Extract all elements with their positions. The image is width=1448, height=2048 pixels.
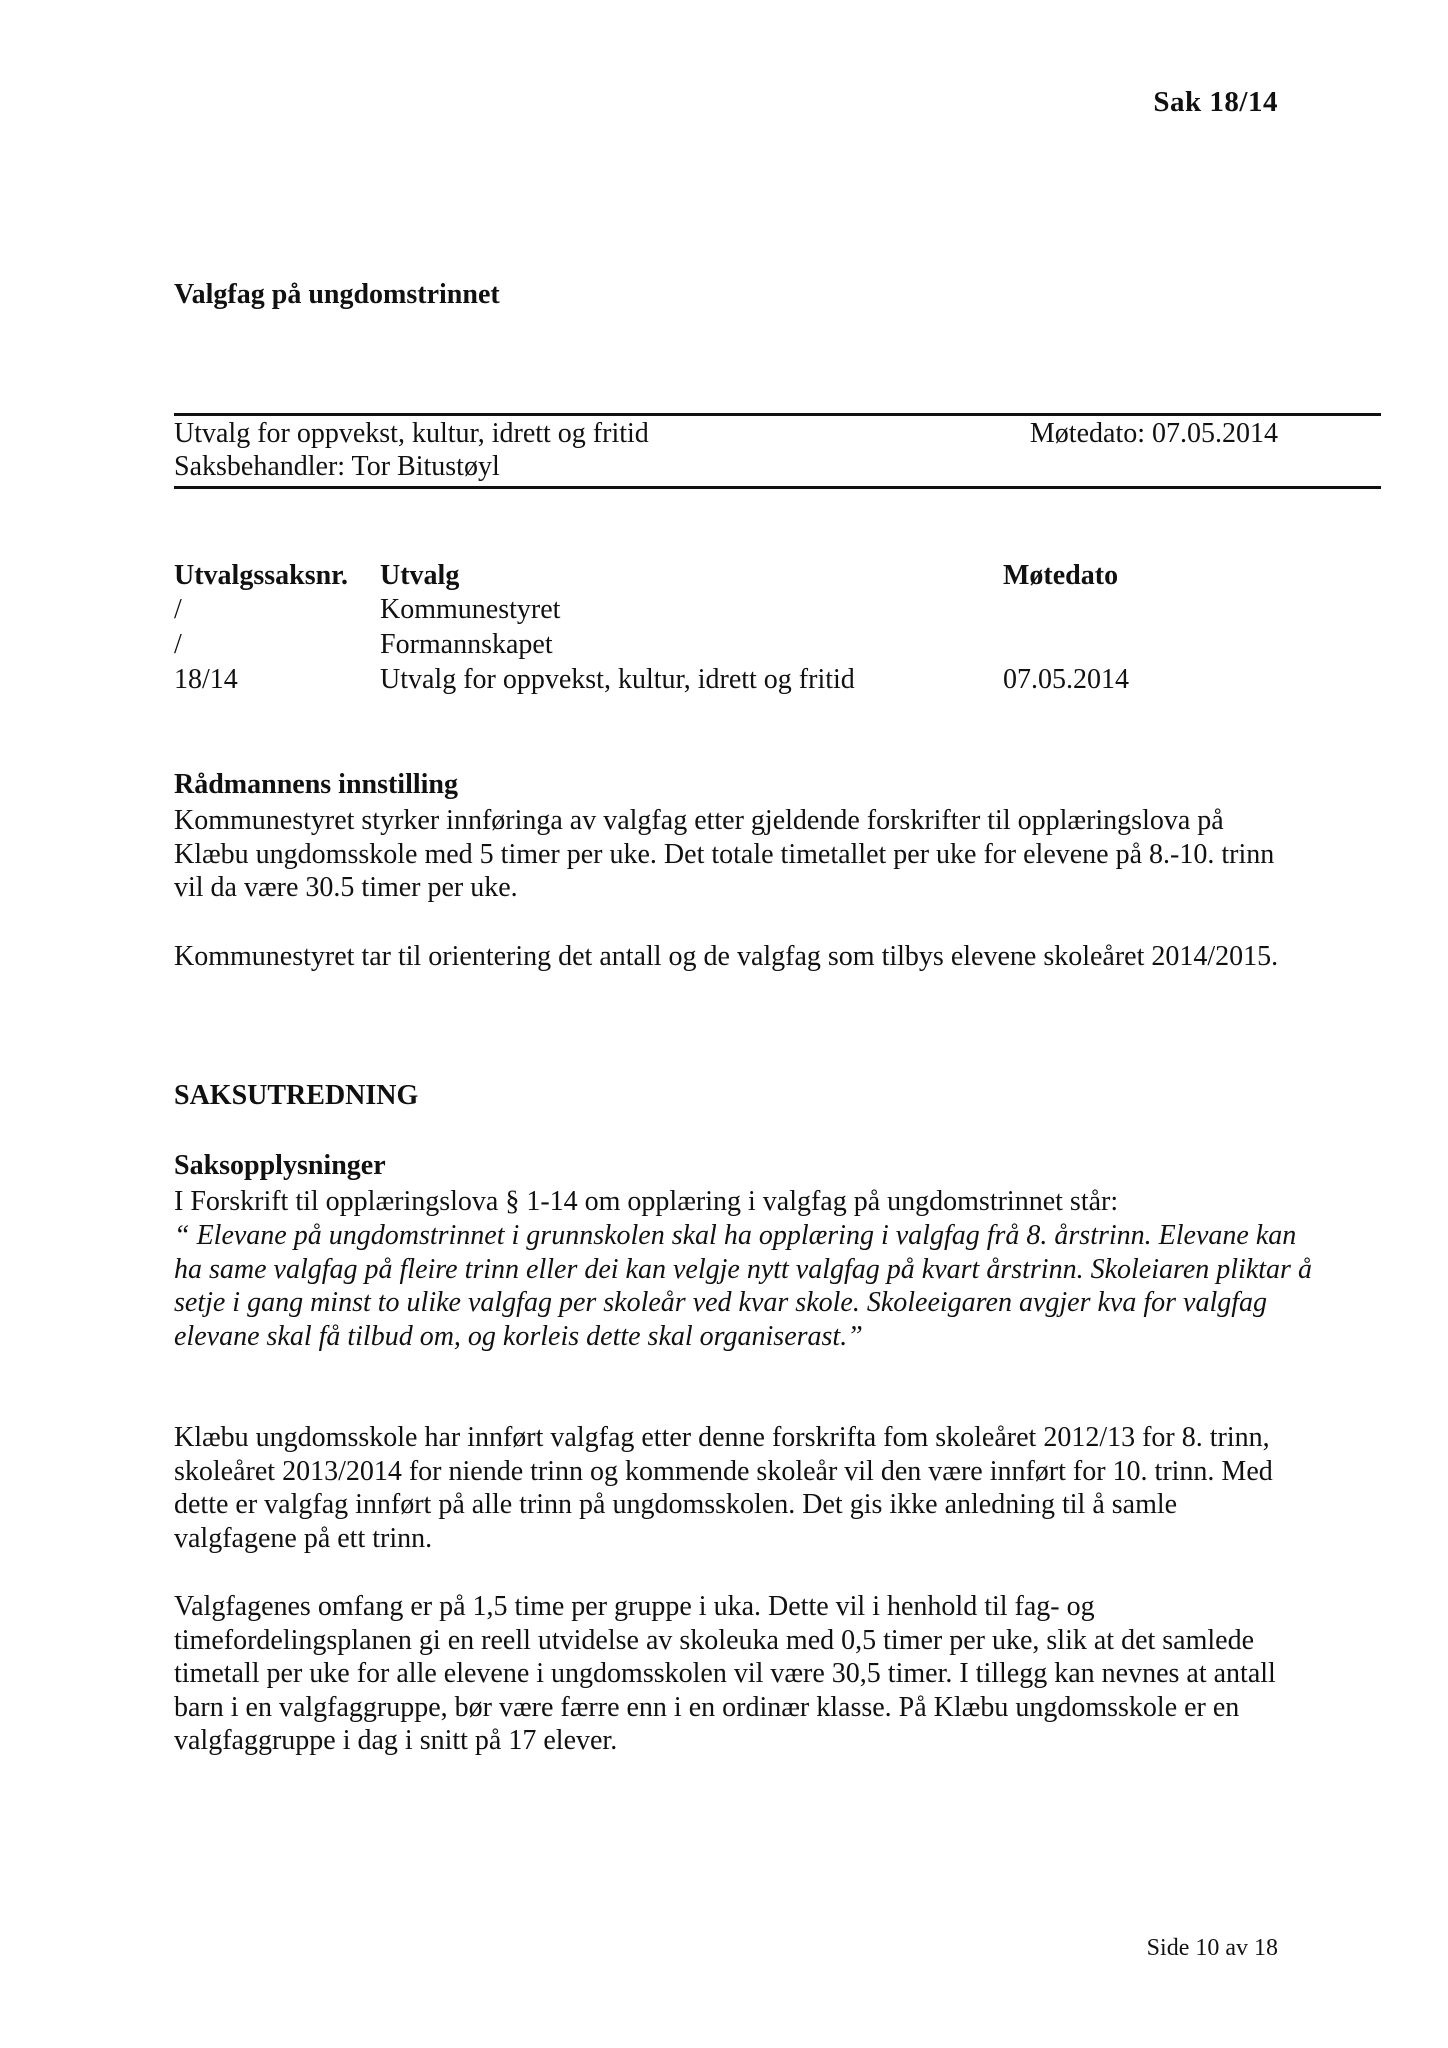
case-facts-heading: Saksopplysninger: [174, 1150, 386, 1181]
regulation-intro: I Forskrift til opplæringslova § 1-14 om opplæring i valgfag på ungdomstrinnet står:: [174, 1186, 1119, 1217]
case-paragraph-1: Klæbu ungdomsskole har innført valgfag etter denne forskrifta fom skoleåret 2012/13 for 8. trinn, skoleåret 2013/2014 for niende trinn og kommende skoleår vil den være innført for 10. trinn. Med dette er valgfag innført på alle trinn på ungdomsskolen. Det gis ikke anledning til å samle valgfagene på ett trinn.: [174, 1422, 1273, 1554]
table-row-3-date: 07.05.2014: [1003, 664, 1129, 695]
recommendation-paragraph-1: Kommunestyret styrker innføringa av valgfag etter gjeldende forskrifter til opplæringslova på Klæbu ungdomsskole med 5 timer per uke. Det totale timetallet per uke for elevene på 8.-10. trinn vil da være 30.5 timer per uke.: [174, 805, 1275, 903]
document-title: Valgfag på ungdomstrinnet: [174, 279, 500, 310]
case-paragraph-2: Valgfagenes omfang er på 1,5 time per gruppe i uka. Dette vil i henhold til fag- og timefordelingsplanen gi en reell utvidelse av skoleuka med 0,5 timer per uke, slik at det samlede timetall per uke for alle elevene i ungdomsskolen vil være 30,5 timer. I tillegg kan nevnes at antall barn i en valgfaggruppe, bør være færre enn i en ordinær klasse. På Klæbu ungdomsskole er en valgfaggruppe i dag i snitt på 17 elever.: [174, 1591, 1276, 1756]
top-rule: [174, 413, 1381, 416]
recommendation-paragraph-2: Kommunestyret tar til orientering det antall og de valgfag som tilbys elevene skoleåret 2014/2015.: [174, 941, 1279, 972]
regulation-quote: “ Elevane på ungdomstrinnet i grunnskolen skal ha opplæring i valgfag frå 8. årstrinn. Elevane kan ha same valgfag på fleire trinn eller dei kan velgje nytt valgfag på kvart årstrinn. Skoleiaren pliktar å setje i gang minst to ulike valgfag per skoleår ved kvar skole. Skoleeigaren avgjer kva for valgfag elevane skal få tilbud om, og korleis dette skal organiserast.”: [174, 1220, 1312, 1352]
table-header-date: Møtedato: [1003, 560, 1119, 591]
recommendation-heading: Rådmannens innstilling: [174, 769, 458, 800]
meeting-date: Møtedato: 07.05.2014: [1029, 418, 1278, 449]
case-report-heading: SAKSUTREDNING: [174, 1080, 419, 1111]
committee-name: Utvalg for oppvekst, kultur, idrett og fritid: [174, 418, 649, 449]
table-row-1-committee: Kommunestyret: [380, 594, 561, 625]
case-handler: Saksbehandler: Tor Bitustøyl: [174, 451, 500, 482]
table-row-2-committee: Formannskapet: [380, 629, 553, 660]
table-row-1-case-no: /: [174, 594, 182, 625]
table-header-committee: Utvalg: [380, 560, 460, 591]
table-row-2-case-no: /: [174, 629, 182, 660]
bottom-rule: [174, 486, 1381, 489]
page-number: Side 10 av 18: [1146, 1935, 1278, 1961]
case-number: Sak 18/14: [1153, 86, 1278, 118]
table-row-3-committee: Utvalg for oppvekst, kultur, idrett og fritid: [380, 664, 855, 695]
table-row-3-case-no: 18/14: [174, 664, 238, 695]
table-header-case-no: Utvalgssaksnr.: [174, 560, 349, 591]
